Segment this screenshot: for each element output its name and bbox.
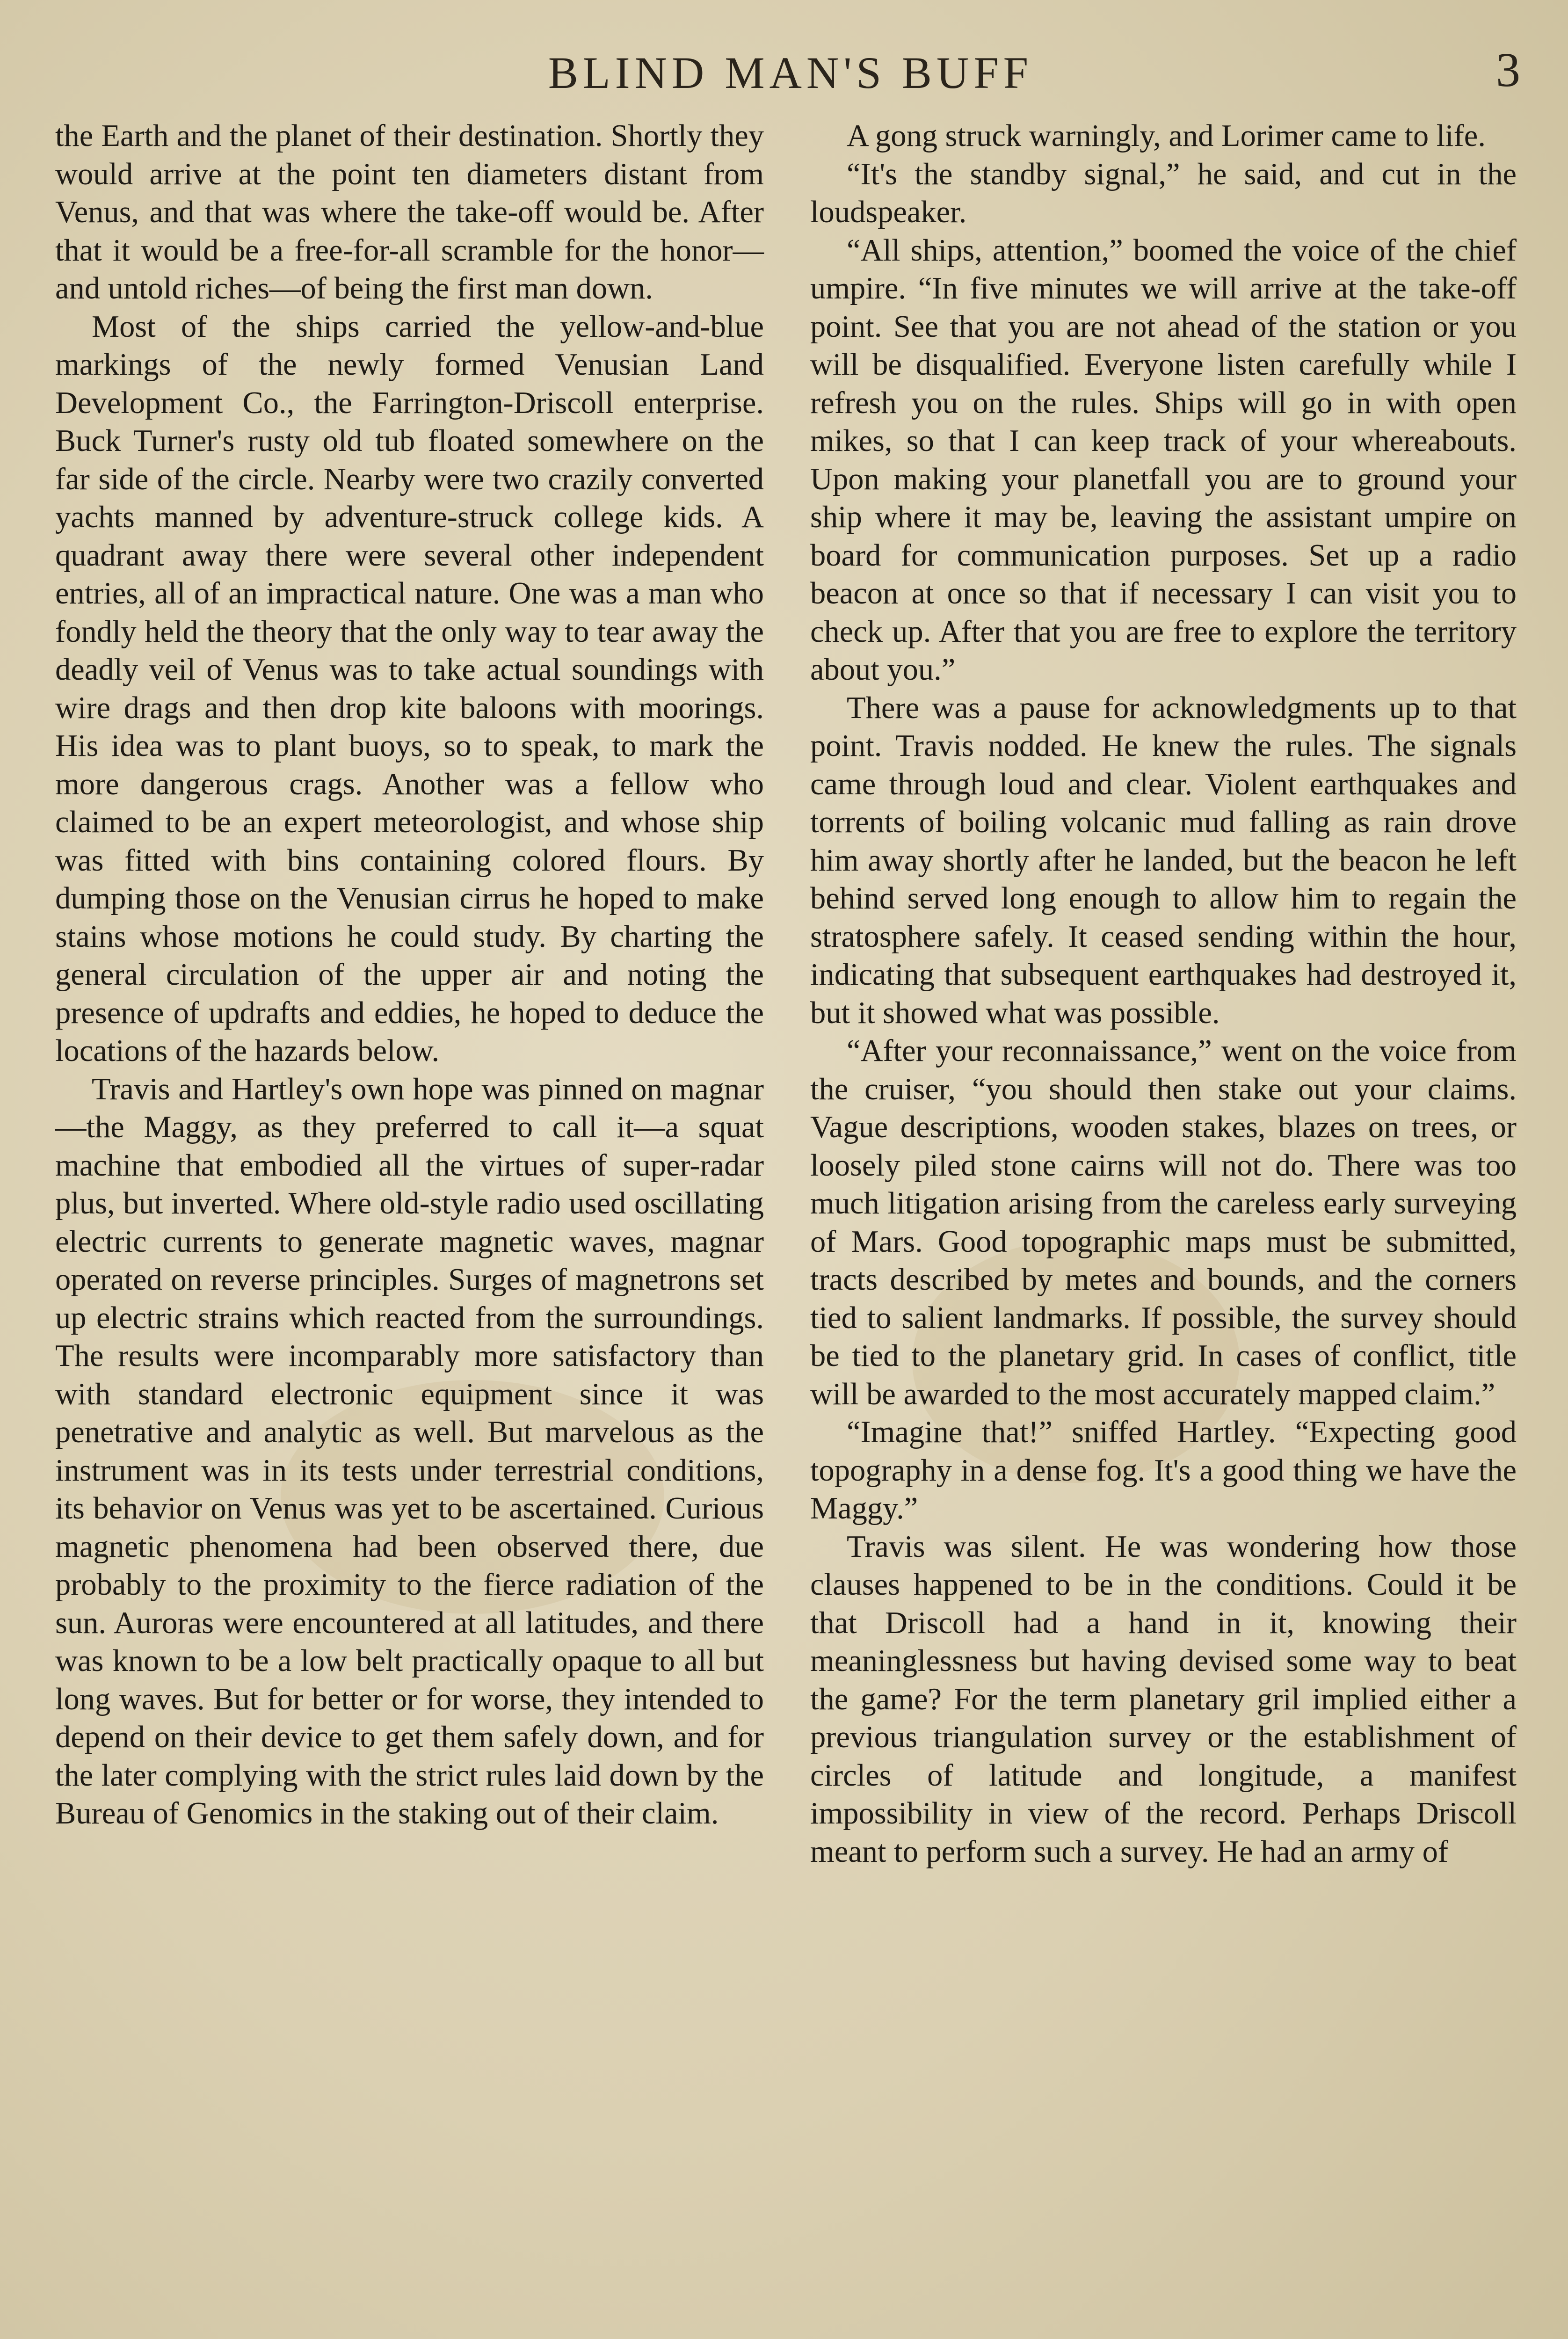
paragraph: Most of the ships carried the yellow-and-blue markings of the newly formed Venusian Land Development Co., the Farrington-Driscoll enterprise. Buck Turner's rusty old tub floated somewhere on the far side of the circle. Nearby were two crazily converted yachts manned by adventure-struck college kids. A quadrant away there were several other independent entries, all of an impractical nature. One was a man who fondly held the theory that the only way to tear away the deadly veil of Venus was to take actual soundings with wire drags and then drop kite baloons with moorings. His idea was to plant buoys, so to speak, to mark the more dangerous crags. Another was a fellow who claimed to be an expert meteorologist, and whose ship was fitted with bins containing colored flours. By dumping those on the Venusian cirrus he hoped to make stains whose motions he could study. By charting the general circulation of the upper air and noting the presence of updrafts and eddies, he hoped to deduce the locations of the hazards below. bbox=[55, 309, 764, 1068]
paragraph: “Imagine that!” sniffed Hartley. “Expecting good topography in a dense fog. It's a good thing we have the Maggy.” bbox=[810, 1415, 1517, 1525]
paragraph: Travis was silent. He was wondering how those clauses happened to be in the conditions. Could it be that Driscoll had a hand in it, knowing their meaninglessness but having devised some way to beat the game? For the term planetary gril implied either a previous triangulation survey or the establishment of circles of latitude and longitude, a manifest impossibility in view of the record. Perhaps Driscoll meant to perform such a survey. He had an army of bbox=[810, 1529, 1517, 1869]
page-header bbox=[51, 42, 1530, 108]
paragraph: the Earth and the planet of their destination. Shortly they would arrive at the point ten diameters distant from Venus, and that was where the take-off would be. After that it would be a free-for-all scramble for the honor—and untold riches—of being the first man down. bbox=[55, 119, 764, 305]
paragraph: Travis and Hartley's own hope was pinned on magnar—the Maggy, as they preferred to call it—a squat machine that embodied all the virtues of super-radar plus, but inverted. Where old-style radio used oscillating electric currents to generate magnetic waves, magnar operated on reverse principles. Surges of magnetrons set up electric strains which reacted from the surroundings. The results were incomparably more satisfactory than with standard electronic equipment since it was penetrative and analytic as well. But marvelous as the instrument was in its tests under terrestrial conditions, its behavior on Venus was yet to be ascertained. Curious magnetic phenomena had been observed there, due probably to the proximity to the fierce radiation of the sun. Auroras were encountered at all latitudes, and there was known to be a low belt practically opaque to all but long waves. But for better or for worse, they intended to depend on their device to get them safely down, and for the later complying with the strict rules laid down by the Bureau of Genomics in the staking out of their claim. bbox=[55, 1072, 764, 1831]
left-column bbox=[55, 117, 764, 1833]
paragraph: “After your reconnaissance,” went on the voice from the cruiser, “you should then stake out your claims. Vague descriptions, wooden stakes, blazes on trees, or loosely piled stone cairns will not do. There was too much litigation arising from the careless early surveying of Mars. Good topographic maps must be submitted, tracts described by metes and bounds, and the corners tied to salient landmarks. If possible, the survey should be tied to the planetary grid. In cases of conflict, title will be awarded to the most accurately mapped claim.” bbox=[810, 1034, 1517, 1411]
page-number: 3 bbox=[1496, 43, 1520, 97]
right-column bbox=[810, 117, 1517, 1871]
paragraph: A gong struck warningly, and Lorimer came to life. bbox=[847, 119, 1486, 153]
site-watermark bbox=[1220, 2335, 1551, 2339]
paragraph: There was a pause for acknowledgments up to that point. Travis nodded. He knew the rules. The signals came through loud and clear. Violent earthquakes and torrents of boiling volcanic mud falling as rain drove him away shortly after he landed, but the beacon he left behind served long enough to allow him to regain the stratosphere safely. It ceased sending within the hour, indicating that subsequent earthquakes had destroyed it, but it showed what was possible. bbox=[810, 690, 1517, 1030]
paragraph: “It's the standby signal,” he said, and cut in the loudspeaker. bbox=[810, 157, 1517, 229]
paragraph: “All ships, attention,” boomed the voice of the chief umpire. “In five minutes we will arrive at the take-off point. See that you are not ahead of the station or you will be disqualified. Everyone listen carefully while I refresh you on the rules. Ships will go in with open mikes, so that I can keep track of your whereabouts. Upon making your planetfall you are to ground your ship where it may be, leaving the assistant umpire on board for communication purposes. Set up a radio beacon at once so that if necessary I can visit you to check up. After that you are free to explore the territory about you.” bbox=[810, 233, 1517, 687]
running-head: BLIND MAN'S BUFF bbox=[548, 48, 1033, 98]
